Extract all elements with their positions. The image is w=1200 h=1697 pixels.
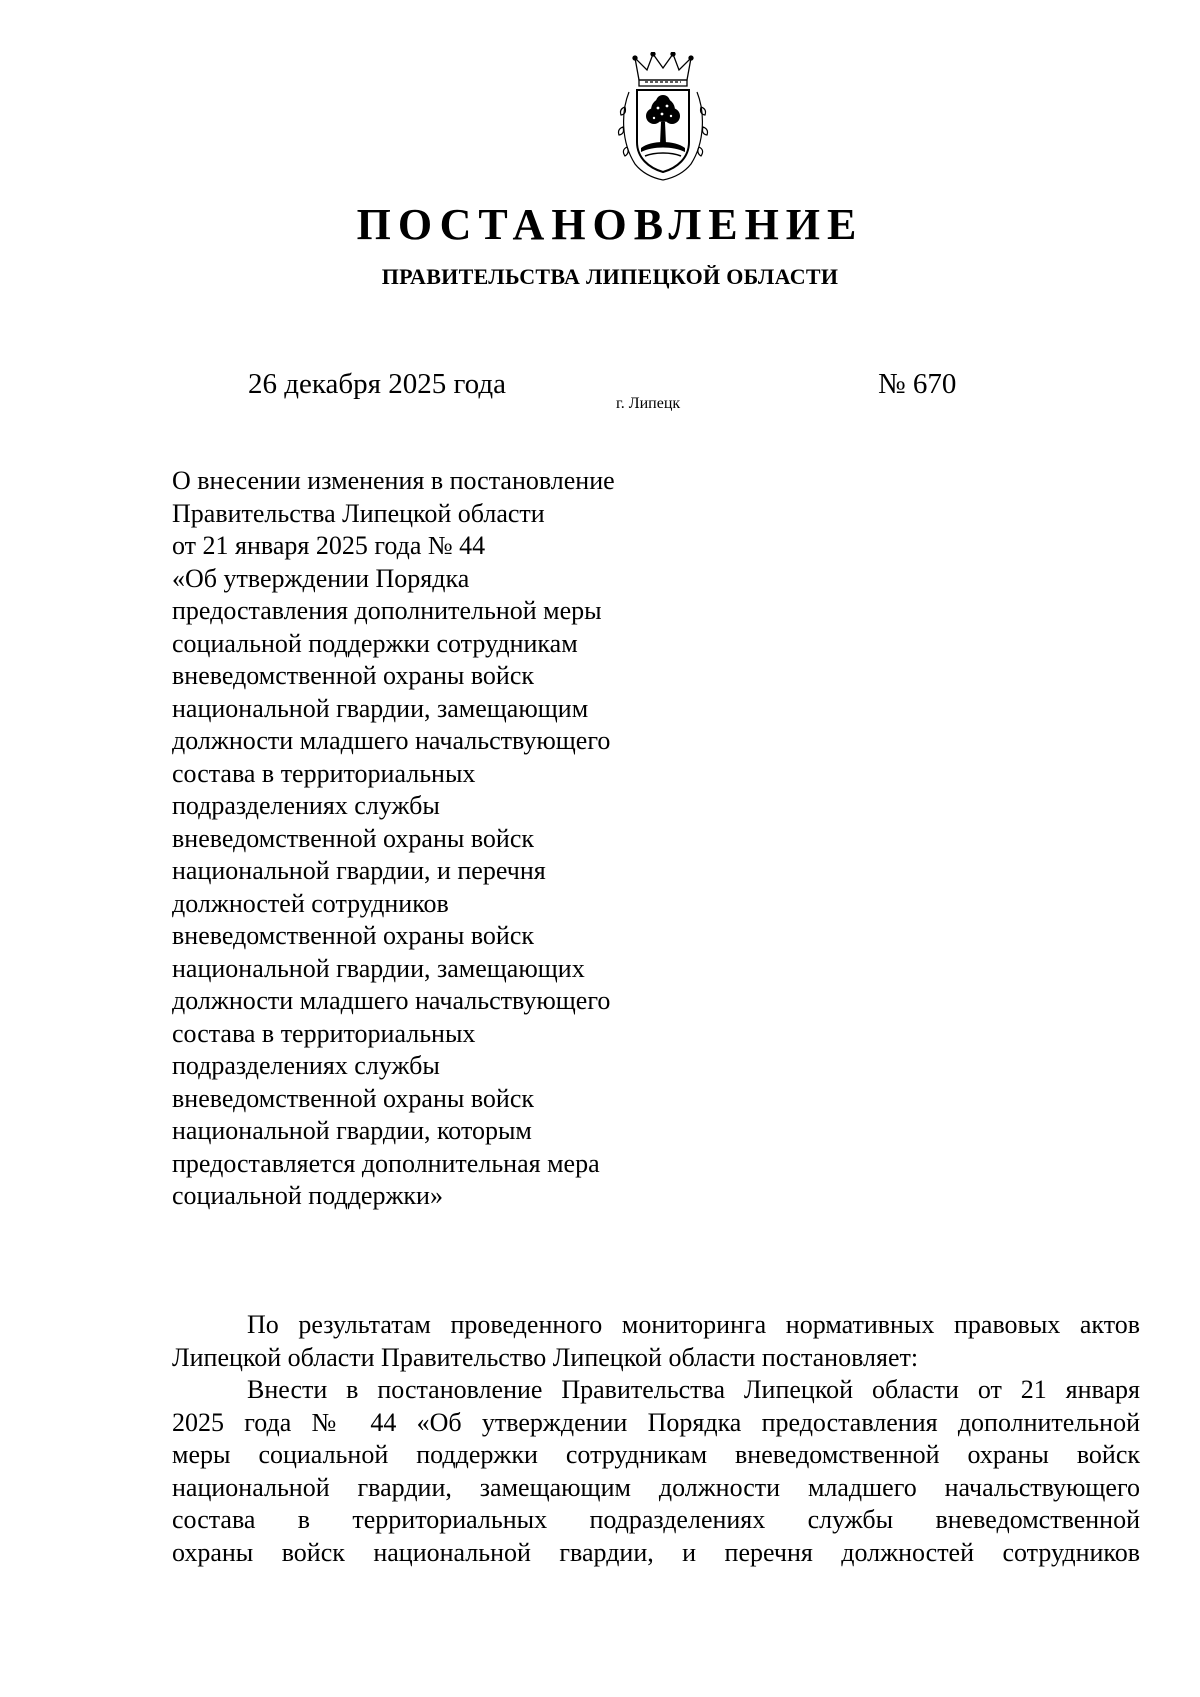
document-date: 26 декабря 2025 года (248, 368, 506, 400)
body-line: национальной гвардии, замещающим должности младшего начальствующего (172, 1472, 1140, 1502)
body-paragraph-2 (172, 1374, 1140, 1569)
subject-line: социальной поддержки» (172, 1181, 443, 1210)
lipetsk-coat-of-arms-icon (617, 52, 709, 182)
body-paragraph-1 (172, 1309, 1140, 1374)
subject-line: О внесении изменения в постановление (172, 466, 615, 495)
body-line: Липецкой области Правительство Липецкой области постановляет: (172, 1342, 919, 1372)
body-line: 2025 года № 44 «Об утверждении Порядка предоставления дополнительной (172, 1407, 1140, 1437)
subject-line: национальной гвардии, замещающим (172, 693, 589, 723)
body-line: По результатам проведенного мониторинга нормативных правовых актов (247, 1310, 1140, 1339)
subject-line: национальной гвардии, которым (172, 1116, 532, 1145)
document-issuer: ПРАВИТЕЛЬСТВА ЛИПЕЦКОЙ ОБЛАСТИ (381, 264, 839, 289)
body-line: охраны войск национальной гвардии, и перечня должностей сотрудников (172, 1537, 1140, 1567)
document-subject (172, 465, 692, 1213)
subject-line: от 21 января 2025 года № 44 (172, 531, 486, 560)
document-number: № 670 (878, 368, 957, 400)
subject-line: вневедомственной охраны войск (172, 823, 535, 853)
subject-line: вневедомственной охраны войск (172, 661, 535, 690)
subject-line: Правительства Липецкой области (172, 498, 545, 528)
subject-line: подразделениях службы (172, 1051, 440, 1080)
subject-line: предоставления дополнительной меры (172, 596, 602, 625)
subject-line: состава в территориальных (172, 758, 476, 788)
document-title: ПОСТАНОВЛЕНИЕ (356, 200, 864, 249)
document-city: г. Липецк (616, 395, 681, 412)
subject-line: национальной гвардии, и перечня (172, 856, 546, 885)
subject-line: предоставляется дополнительная мера (172, 1148, 600, 1178)
body-line: Внести в постановление Правительства Липецкой области от 21 января (247, 1375, 1140, 1404)
body-line: меры социальной поддержки сотрудникам вневедомственной охраны войск (172, 1440, 1140, 1469)
document-body (172, 1309, 1140, 1569)
subject-line: состава в территориальных (172, 1018, 476, 1048)
subject-line: социальной поддержки сотрудникам (172, 628, 578, 658)
subject-line: должности младшего начальствующего (172, 986, 611, 1015)
subject-line: должностей сотрудников (172, 888, 449, 918)
subject-line: вневедомственной охраны войск (172, 1083, 535, 1113)
subject-line: должности младшего начальствующего (172, 726, 611, 755)
subject-line: подразделениях службы (172, 791, 440, 820)
body-line: состава в территориальных подразделениях службы вневедомственной (172, 1505, 1140, 1534)
subject-line: национальной гвардии, замещающих (172, 953, 585, 983)
subject-line: «Об утверждении Порядка (172, 563, 470, 593)
subject-line: вневедомственной охраны войск (172, 921, 535, 950)
